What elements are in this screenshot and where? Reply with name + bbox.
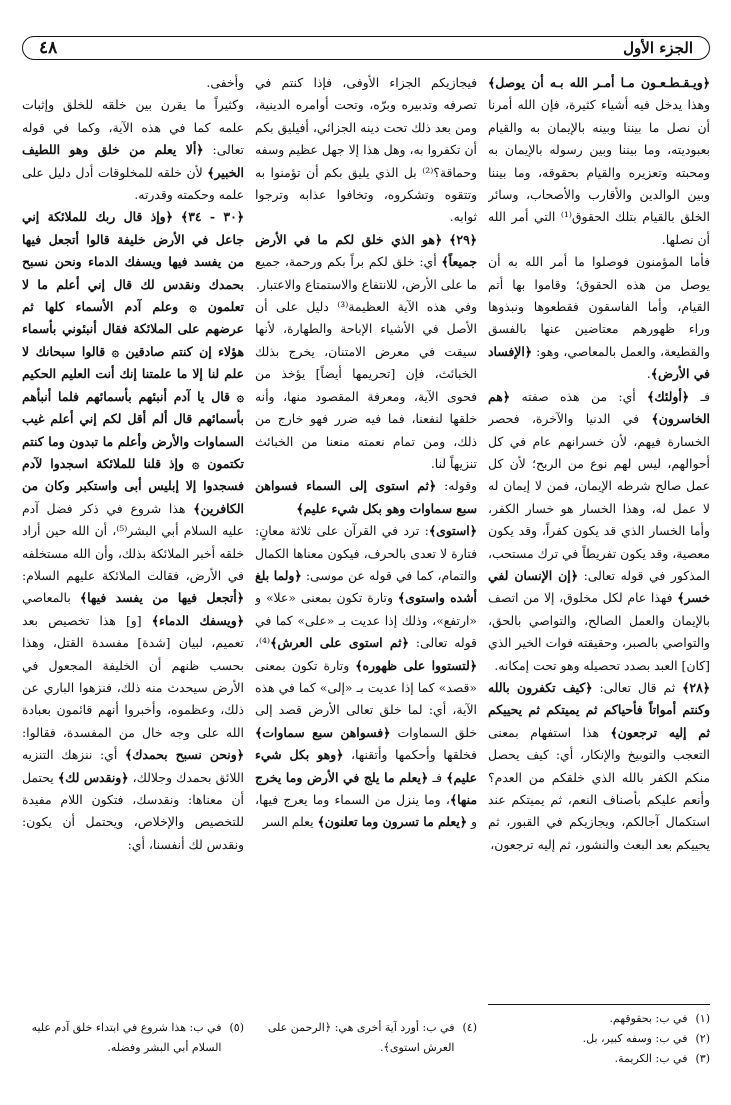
footnote: [488, 1049, 710, 1069]
text-run: فـ: [428, 769, 447, 785]
text-run: هذا شروع في ذكر فضل آدم عليه السلام أبي البشر⁽⁵⁾، أن الله حين أراد خلقه أخبر الملائكة بذلك، وأن الله مستخلفه في الأرض، فقالت الملائكة عليهم السلام:: [22, 500, 244, 583]
text-run: في الدنيا والآخرة، فحصر الخسارة فيهم، لأن خسرانهم عام في كل أحوالهم، ليس لهم نوع من الربح؛ لأن كل عمل صالح شرطه الإيمان، فمن لا إيمان له لا عمل له، وهذا الخسار هو خسار الكفر، وأما الخسار الذي قد يكون كفراً، وقد يكون معصية، وقد يكون تفريطاً في ترك مستحب، المذكور في قوله تعالى:: [488, 411, 710, 583]
text-columns: [22, 72, 710, 996]
footnote-mark: (٣): [695, 1052, 710, 1065]
footnotes-right: [488, 1004, 710, 1094]
quran-quote: ﴿ثم استوى إلى السماء فسواهن سبع سماوات وهو بكل شيء عليم﴾: [255, 478, 477, 516]
text-run: فهذا عام لكل مخلوق، إلا من اتصف بالإيمان والعمل الصالح، والتواصي بالحق، والتواصي بالصبر، وحقيقته فوات الخير الذي [كان] العبد بصدد تحصيله وهو تحت إمكانه.: [488, 590, 710, 673]
quran-quote: ﴿هم الخاسرون﴾: [488, 388, 710, 427]
text-run: وأخفى.: [206, 75, 244, 90]
quran-quote: ﴿ألا يعلم من خلق وهو اللطيف الخبير﴾: [22, 142, 244, 180]
text-run: ⁽⁴⁾،: [255, 635, 271, 651]
text-run: وتارة تكون بمعنى «علا» و «ارتفع»، وذلك إذا عديت بـ «على» كما في قوله تعالى:: [255, 590, 477, 651]
paragraph: [22, 94, 244, 206]
text-run: ثم قال تعالى:: [592, 679, 683, 695]
footnote-mark: (٢): [695, 1032, 710, 1045]
quran-quote: ﴿٢٨﴾: [682, 679, 710, 695]
quran-quote: ﴿ثم استوى على العرش﴾: [270, 635, 409, 651]
quran-quote: ﴿استوى﴾: [428, 523, 477, 539]
quran-quote: ﴿٢٩﴾: [449, 231, 477, 247]
quran-quote: ﴿أتجعل فيها من يفسد فيها﴾: [79, 590, 244, 606]
quran-quote: ﴿ونحن نسبح بحمدك﴾: [124, 747, 244, 763]
quran-quote: ﴿هو الذي خلق لكم ما في الأرض جميعاً﴾: [255, 231, 477, 270]
footnote: [488, 1009, 710, 1029]
paragraph: [255, 296, 477, 475]
text-run: وقوله:: [436, 478, 477, 494]
paragraph: [255, 72, 477, 229]
paragraph: [22, 206, 244, 856]
text-run: [173, 209, 181, 224]
quran-quote: ﴿يعلم ما تسرون وما تعلنون﴾: [317, 814, 468, 830]
footnote: [488, 1029, 710, 1049]
text-run: يعلم السر: [262, 814, 318, 830]
paragraph: [488, 386, 710, 677]
text-run: وتارة تكون بمعنى «قصد» كما إذا عديت بـ «إلى» كما في هذه الآية، أي: لما خلق تعالى الأرض قصد إلى خلق السماوات: [255, 657, 477, 740]
footnote-text: في ب: هذا شروع في ابتداء خلق آدم عليه السلام أبي البشر وفضله.: [31, 1021, 222, 1054]
text-run: أي: خلق لكم براً بكم ورحمة، جميع ما على الأرض، للانتفاع والاستمتاع والاعتبار.: [255, 254, 477, 292]
quran-quote: ﴿لتستووا على ظهوره﴾: [355, 657, 477, 673]
footnote-text: في ب: الكريمة.: [614, 1052, 688, 1065]
quran-quote: ﴿وإذ قال ربك للملائكة إني جاعل في الأرض خليفة قالوا أتجعل فيها من يفسد فيها ويسفك الدماء ونحن نسبح بحمدك ونقدس لك قال إني أعلم ما لا تعلمون ۞ وعلم آدم الأسماء كلها ثم عرضهم على الملائكة فقال أنبئوني بأسماء هؤلاء إن كنتم صادقين ۞ قالوا سبحانك لا علم لنا إلا ما علمتنا إنك أنت العليم الحكيم ۞ قال يا آدم أنبئهم بأسمائهم فلما أنبأهم بأسمائهم قال ألم أقل لكم إني أعلم غيب السماوات والأرض وأعلم ما تبدون وما كنتم تكتمون ۞ وإذ قلنا للملائكة اسجدوا لآدم فسجدوا إلا إبليس أبى واستكبر وكان من الكافرين﴾: [22, 209, 244, 516]
paragraph: [488, 677, 710, 856]
quran-quote: ﴿يعلم ما يلج في الأرض وما يخرج منها﴾: [255, 769, 477, 807]
quran-quote: ﴿٣٠ - ٣٤﴾: [180, 209, 244, 225]
paragraph: [488, 72, 710, 251]
text-run: لأن خلقه للمخلوقات أدل دليل على علمه وحكمته وقدرته.: [22, 164, 244, 203]
footnote: [22, 1018, 244, 1058]
paragraph: [255, 475, 477, 520]
page-header: [22, 36, 710, 60]
quran-quote: ﴿ويسفك الدماء﴾: [151, 612, 244, 628]
footnotes-area: [22, 1004, 710, 1094]
quran-quote: ﴿ويـقـطـعـون مـا أمـر الله بـه أن يوصل﴾: [488, 75, 710, 90]
text-run: وهذا يدخل فيه أشياء كثيرة، فإن الله أمرنا أن نصل ما بيننا وبينه بالإيمان به والقيام بعبوديته، وما بيننا وبين رسوله بالإيمان به ومحبته وتعزيره والقيام بحقوقه، وما بيننا وبين الوالدين والأقارب والأصحاب، وسائر الخلق بالقيام بتلك الحقوق⁽¹⁾ التي أمر الله أن نصلها.: [488, 97, 710, 247]
footnote-mark: (١): [695, 1012, 710, 1025]
footnote-mark: (٥): [229, 1021, 244, 1034]
quran-quote: ﴿كيف تكفرون بالله وكنتم أمواتاً فأحياكم ثم يميتكم ثم يحييكم ثم إليه ترجعون﴾: [488, 679, 710, 740]
text-run: بالمعاصي: [22, 590, 80, 606]
paragraph: [22, 72, 244, 94]
text-run: هذا استفهام بمعنى التعجب والتوبيخ والإنكار، أي: كيف يحصل منكم الكفر بالله الذي خلقكم من العدم؟ وأنعم عليكم بأصناف النعم، ثم يميتكم عند استكمال آجالكم، ويجازيكم في القبور، ثم يحييكم بعد البعث والنشور، ثم إليه ترجعون،: [488, 724, 710, 852]
text-run: أي: ننزهك التنزيه اللائق بحمدك وجلالك،: [22, 747, 244, 785]
page-number: ٤٨: [39, 38, 58, 58]
quran-quote: ﴿إن الإنسان لفي خسر﴾: [488, 567, 710, 606]
text-run: أي: من هذه صفته: [510, 388, 648, 404]
footnote-text: في ب: بحقوقهم.: [609, 1012, 688, 1025]
footnote-text: في ب: أورد آية أخرى هي: ﴿الرحمن على العرش استوى﴾.: [267, 1021, 455, 1054]
footnotes-middle: [255, 1004, 477, 1094]
quran-quote: ﴿فسواهن سبع سماوات﴾: [255, 724, 391, 740]
quran-quote: ﴿أولئك﴾: [647, 388, 690, 404]
text-run: فخلقها وأحكمها وأتقنها،: [343, 747, 477, 763]
footnotes-left: [22, 1004, 244, 1094]
quran-quote: ﴿وهو بكل شيء عليم﴾: [255, 747, 477, 785]
column-right: [488, 72, 710, 996]
paragraph: [255, 520, 477, 834]
text-run: وكثيراً ما يقرن بين خلقه للخلق وإثبات علمه كما في هذه الآية، وكما في قوله تعالى:: [22, 97, 244, 158]
part-title: الجزء الأول: [623, 39, 693, 57]
quran-quote: ﴿ونقدس لك﴾: [57, 769, 129, 785]
column-middle: [255, 72, 477, 996]
footnote-mark: (٤): [462, 1021, 477, 1034]
text-run: ، وما ينزل من السماء وما يعرج فيها، و: [255, 792, 477, 830]
text-run: فأما المؤمنون فوصلوا ما أمر الله به أن يوصل من هذه الحقوق؛ وقاموا بها أتم القيام، وأما الفاسقون فقطعوها ونبذوها وراء ظهورهم معتاضين عنها بالفسق والقطيعة، والعمل بالمعاصي، وهو:: [488, 254, 710, 359]
column-left: [22, 72, 244, 996]
footnote-text: في ب: وسفه كبير، بل.: [582, 1032, 688, 1045]
quran-quote: ﴿الإفساد في الأرض﴾: [488, 343, 710, 382]
paragraph: [488, 251, 710, 385]
text-run: وفي هذه الآية العظيمة⁽³⁾ دليل على أن الأصل في الأشياء الإباحة والطهارة، لأنها سيقت في معرض الامتنان، يخرج بذلك الخبائث، فإن [تحريمها أيضاً] يؤخذ من فحوى الآية، ومعرفة المقصود منها، وأنه خلقها لنفعنا، فما فيه ضرر فهو خارج من ذلك، ومن تمام نعمته منعنا من الخبائث تنزيهاً لنا.: [255, 299, 477, 471]
text-run: يحتمل أن معناها: ونقدسك، فتكون اللام مفيدة للتخصيص والإخلاص، ويحتمل أن يكون: ونقدس لك أنفسنا، أي:: [22, 769, 244, 852]
quran-quote: ﴿ولما بلغ أشده واستوى﴾: [255, 567, 477, 606]
paragraph: [255, 229, 477, 296]
footnote: [255, 1018, 477, 1058]
text-run: : ترد في القرآن على ثلاثة معانٍ: فتارة لا تعدى بالحرف، فيكون معناها الكمال والتمام، كما في قوله عن موسى:: [255, 523, 477, 583]
text-run: فـ: [689, 388, 710, 404]
text-run: .: [646, 366, 651, 382]
text-run: [و] هذا تخصيص بعد تعميم، لبيان [شدة] مفسدة القتل، وهذا بحسب ظنهم أن الخليفة المجعول في الأرض سيحدث منه ذلك، فنزهوا الباري عن ذلك، وعظموه، وأخبروا أنهم قائمون بعبادة الله على وجه خال من المفسدة، فقالوا:: [22, 612, 244, 740]
text-run: فيجازيكم الجزاء الأوفى، فإذا كنتم في تصرفه وتدبيره وبرّه، وتحت أوامره الدينية، ومن بعد ذلك تحت دينه الجزائي، أفيليق بكم أن تكفروا به، وهل هذا إلا جهل عظيم وسفه وحماقة؟⁽²⁾ بل الذي يليق بكم أن تؤمنوا به وتتقوه وتشكروه، وتخافوا عذابه وترجوا ثوابه.: [255, 75, 477, 225]
